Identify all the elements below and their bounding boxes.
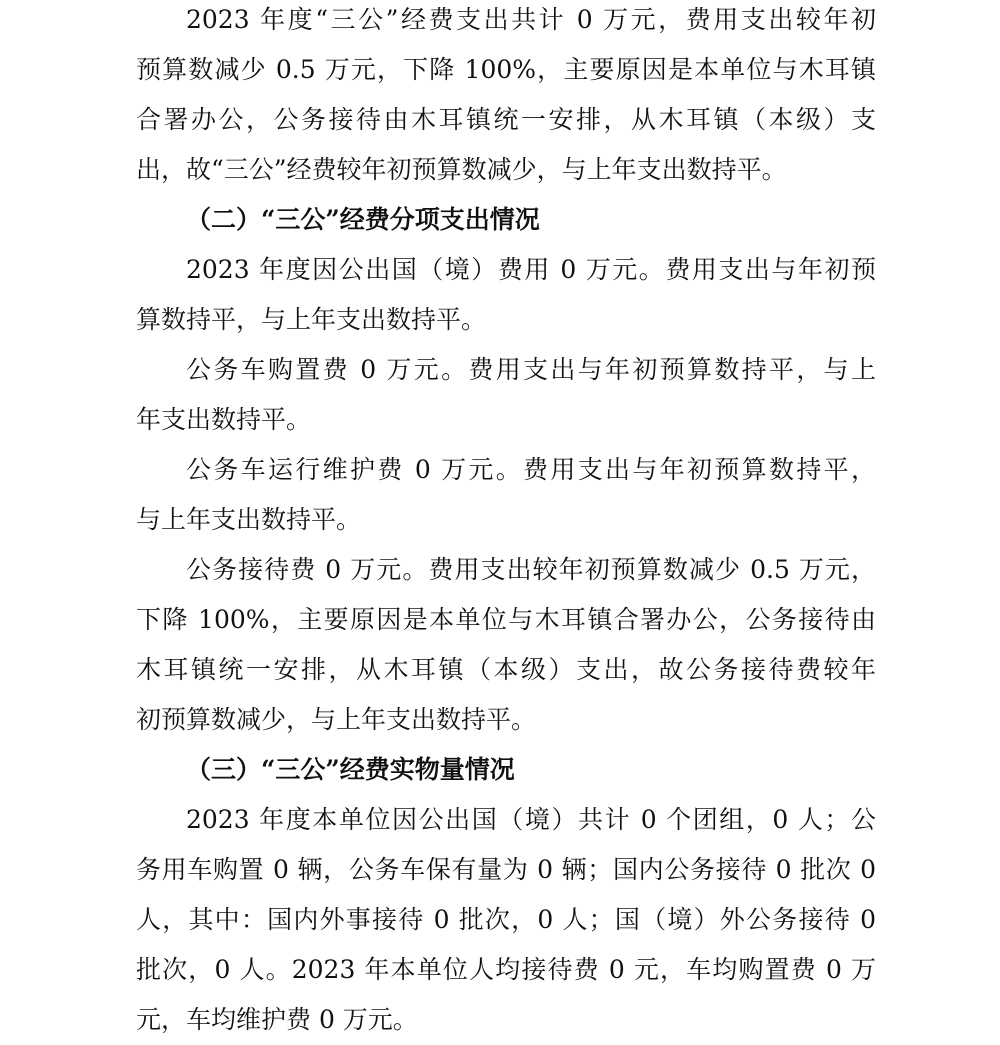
paragraph-line: 公务车运行维护费 0 万元。费用支出与年初预算数持平， [186,455,876,484]
paragraph-line: 合署办公，公务接待由木耳镇统一安排，从木耳镇（本级）支 [136,105,876,134]
paragraph-line: 预算数减少 0.5 万元，下降 100%，主要原因是本单位与木耳镇 [136,55,876,84]
paragraph-line: 木耳镇统一安排，从木耳镇（本级）支出，故公务接待费较年 [136,655,876,684]
paragraph-line: 算数持平，与上年支出数持平。 [136,305,487,334]
paragraph-line: 初预算数减少，与上年支出数持平。 [136,705,537,734]
paragraph-line: 公务车购置费 0 万元。费用支出与年初预算数持平，与上 [186,355,876,384]
paragraph-line: 公务接待费 0 万元。费用支出较年初预算数减少 0.5 万元， [186,555,876,584]
paragraph-line: 年支出数持平。 [136,405,312,434]
paragraph-line: 2023 年度本单位因公出国（境）共计 0 个团组，0 人；公 [186,805,876,834]
paragraph-line: 2023 年度因公出国（境）费用 0 万元。费用支出与年初预 [186,255,876,284]
paragraph-line: 批次，0 人。2023 年本单位人均接待费 0 元，车均购置费 0 万 [136,955,876,984]
paragraph-line: 元，车均维护费 0 万元。 [136,1005,418,1034]
paragraph-line: 下降 100%，主要原因是本单位与木耳镇合署办公，公务接待由 [136,605,876,634]
paragraph-line: 2023 年度“三公”经费支出共计 0 万元，费用支出较年初 [186,5,876,34]
paragraph-line: 与上年支出数持平。 [136,505,362,534]
paragraph-line: 人，其中：国内外事接待 0 批次，0 人；国（境）外公务接待 0 [136,905,876,934]
section-heading: （二）“三公”经费分项支出情况 [186,205,540,234]
section-heading: （三）“三公”经费实物量情况 [186,755,515,784]
paragraph-line: 务用车购置 0 辆，公务车保有量为 0 辆；国内公务接待 0 批次 0 [136,855,876,884]
paragraph-line: 出，故“三公”经费较年初预算数减少，与上年支出数持平。 [136,155,787,184]
